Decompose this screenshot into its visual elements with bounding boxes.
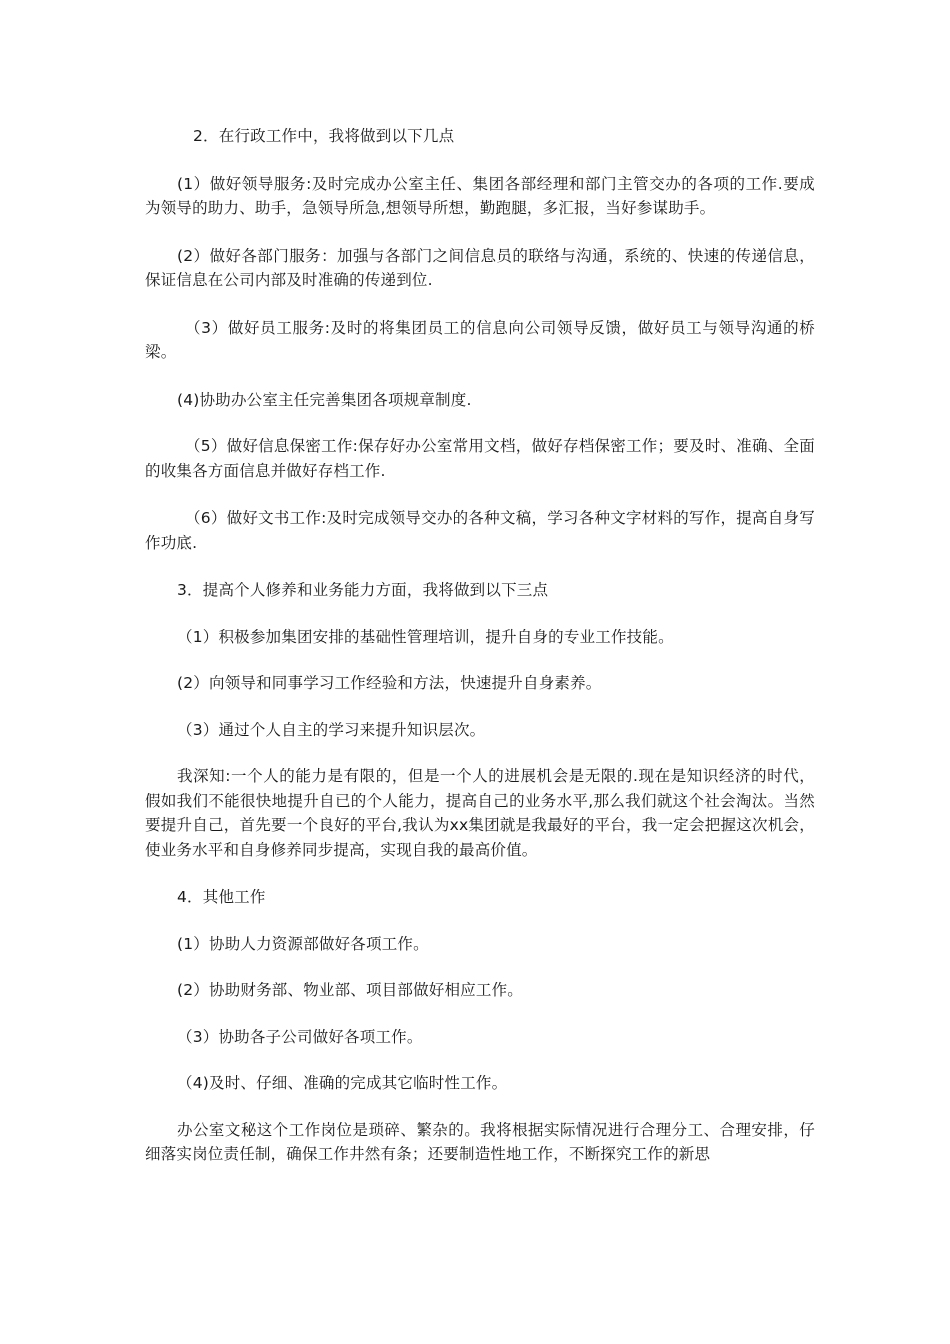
paragraph-item-12: （3）协助各子公司做好各项工作。 — [177, 1027, 423, 1046]
paragraph-item-10: (1）协助人力资源部做好各项工作。 — [177, 934, 429, 953]
section-heading-4: 4．其他工作 — [177, 888, 266, 906]
section-heading-3: 3．提高个人修养和业务能力方面，我将做到以下三点 — [177, 581, 549, 599]
paragraph-item-9: （3）通过个人自主的学习来提升知识层次。 — [177, 720, 486, 739]
paragraph-item-1: (1）做好领导服务:及时完成办公室主任、集团各部经理和部门主管交办的各项的工作.要成为领导的助力、助手，急领导所急,想领导所想，勤跑腿，多汇报，当好参谋助手。 — [145, 174, 815, 217]
paragraph-item-3: （3）做好员工服务:及时的将集团员工的信息向公司领导反馈，做好员工与领导沟通的桥梁。 — [145, 318, 815, 361]
paragraph-item-7: （1）积极参加集团安排的基础性管理培训，提升自身的专业工作技能。 — [177, 627, 674, 646]
paragraph-closing: 办公室文秘这个工作岗位是琐碎、繁杂的。我将根据实际情况进行合理分工、合理安排，仔细落实岗位责任制，确保工作井然有条；还要制造性地工作，不断探究工作的新思 — [145, 1120, 815, 1163]
paragraph-reflection: 我深知:一个人的能力是有限的，但是一个人的进展机会是无限的.现在是知识经济的时代，假如我们不能很快地提升自已的个人能力，提高自己的业务水平,那么我们就这个社会淘汰。当然要提升自己，首先要一个良好的平台,我认为xx集团就是我最好的平台，我一定会把握这次机会，使业务水平和自身修养同步提高，实现自我的最高价值。 — [145, 767, 815, 859]
paragraph-item-8: (2）向领导和同事学习工作经验和方法，快速提升自身素养。 — [177, 674, 602, 692]
paragraph-item-5: （5）做好信息保密工作:保存好办公室常用文档，做好存档保密工作；要及时、准确、全面的收集各方面信息并做好存档工作. — [145, 437, 815, 480]
paragraph-item-4: (4)协助办公室主任完善集团各项规章制度. — [177, 390, 472, 409]
section-heading-2: 2．在行政工作中，我将做到以下几点 — [193, 127, 455, 145]
document-body — [145, 124, 815, 1190]
paragraph-item-2: (2）做好各部门服务：加强与各部门之间信息员的联络与沟通，系统的、快速的传递信息，保证信息在公司内部及时准确的传递到位. — [145, 246, 815, 289]
paragraph-item-11: (2）协助财务部、物业部、项目部做好相应工作。 — [177, 981, 524, 999]
paragraph-item-13: （4)及时、仔细、准确的完成其它临时性工作。 — [177, 1074, 508, 1092]
paragraph-item-6: （6）做好文书工作:及时完成领导交办的各种文稿，学习各种文字材料的写作，提高自身写作功底. — [145, 509, 815, 552]
